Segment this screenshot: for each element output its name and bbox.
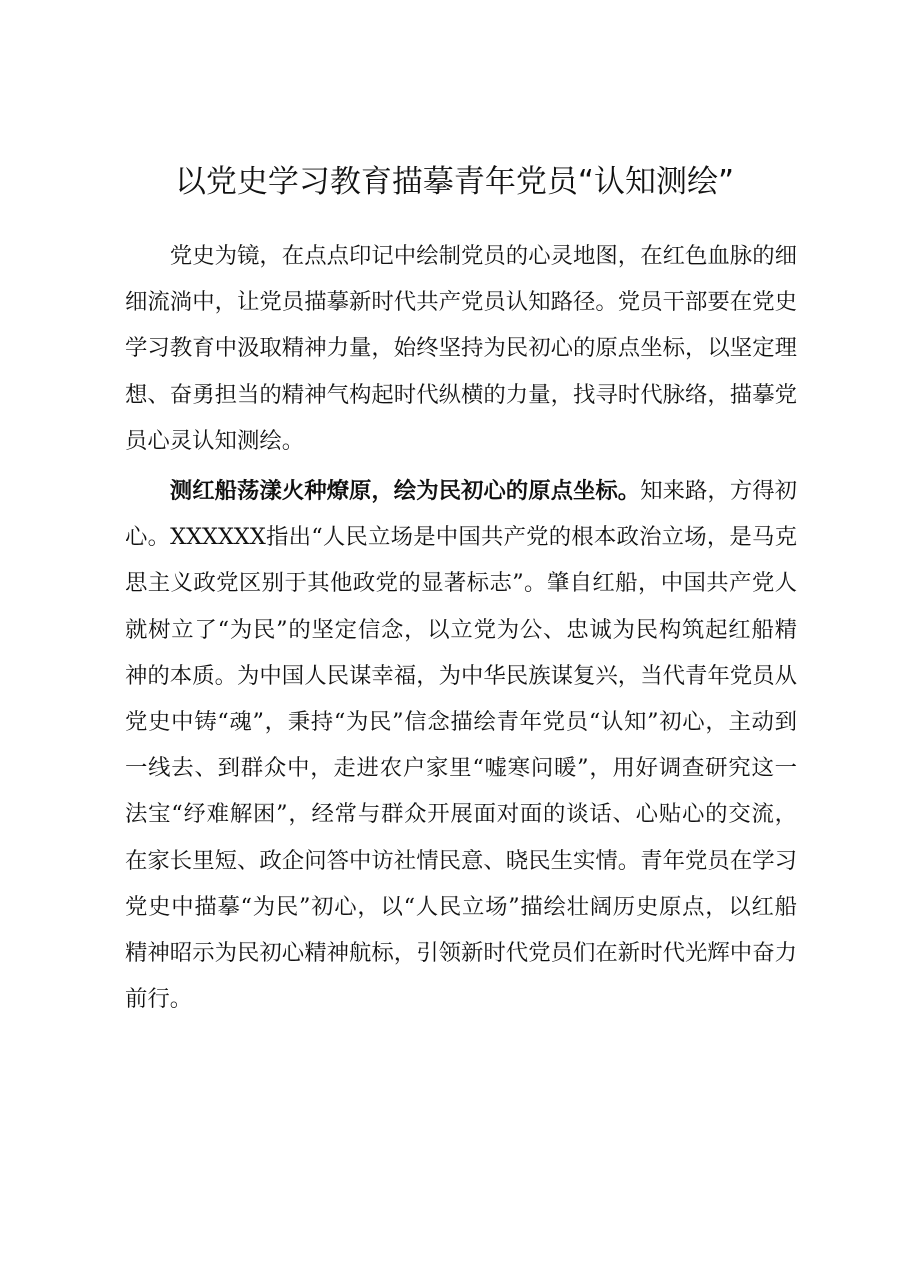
paragraph-1 xyxy=(125,233,797,464)
document-title: 以党史学习教育描摹青年党员“认知测绘” xyxy=(174,164,735,200)
paragraph-1-text: 党史为镜，在点点印记中绘制党员的心灵地图，在红色血脉的细细流淌中，让党员描摹新时代共产党员认知路径。党员干部要在党史学习教育中汲取精神力量，始终坚持为民初心的原点坐标，以坚定理想、奋勇担当的精神气构起时代纵横的力量，找寻时代脉络，描摹党员心灵认知测绘。 xyxy=(125,243,797,454)
paragraph-2-lead-heading: 测红船荡漾火种燎原，绘为民初心的原点坐标。 xyxy=(169,478,641,505)
paragraph-2 xyxy=(125,468,797,1022)
paragraph-2-text: 知来路，方得初心。XXXXXX指出“人民立场是中国共产党的根本政治立场，是马克思主义政党区别于其他政党的显著标志”。肇自红船，中国共产党人就树立了“为民”的坚定信念，以立党为公、忠诚为民构筑起红船精神的本质。为中国人民谋幸福，为中华民族谋复兴，当代青年党员从党史中铸“魂”，秉持“为民”信念描绘青年党员“认知”初心，主动到一线去、到群众中，走进农户家里“嘘寒问暖”，用好调查研究这一法宝“纾难解困”，经常与群众开展面对面的谈话、心贴心的交流，在家长里短、政企问答中访社情民意、晓民生实情。青年党员在学习党史中描摹“为民”初心，以“人民立场”描绘壮阔历史原点，以红船精神昭示为民初心精神航标，引领新时代党员们在新时代光辉中奋力前行。 xyxy=(125,478,798,1013)
document-body xyxy=(125,233,797,1024)
